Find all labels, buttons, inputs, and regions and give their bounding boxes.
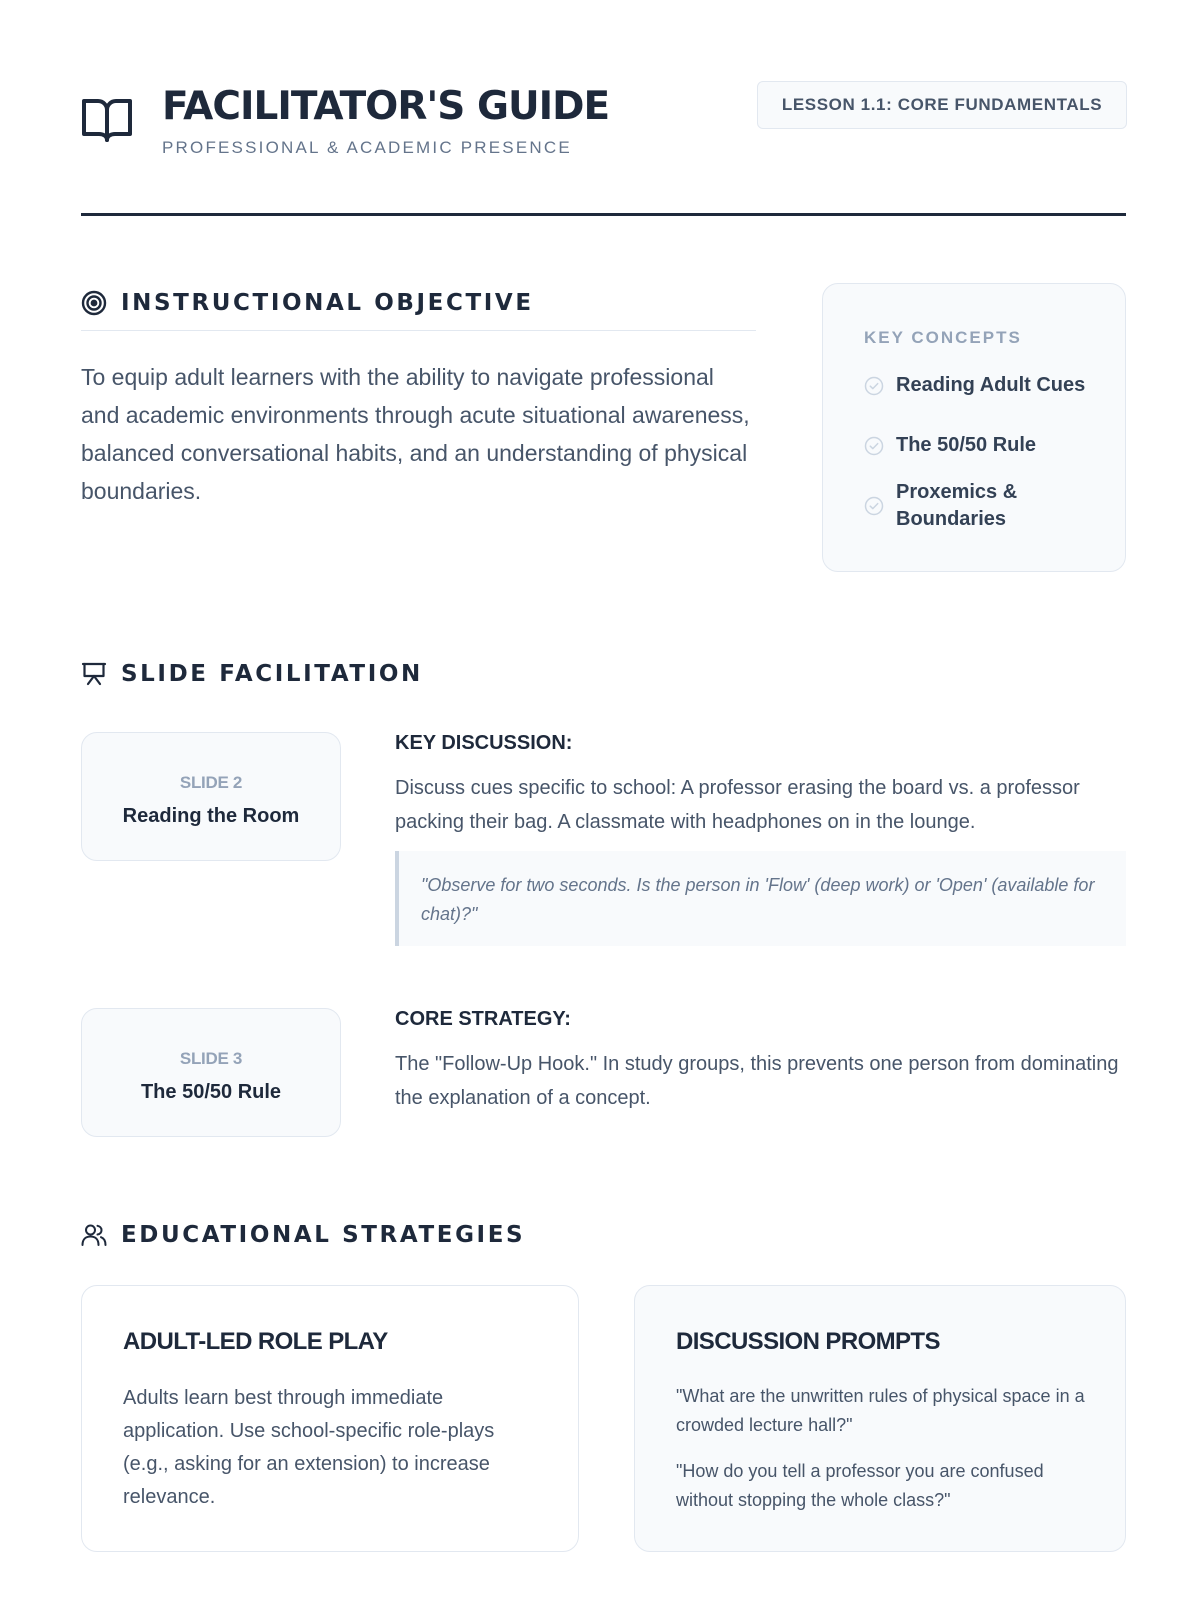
concept-label: Proxemics & Boundaries xyxy=(896,481,1018,530)
check-circle-icon xyxy=(864,376,884,396)
key-concepts-title: KEY CONCEPTS xyxy=(864,328,1022,347)
strategies-heading xyxy=(81,1219,525,1251)
strategy-label: CORE STRATEGY: xyxy=(395,1008,571,1030)
key-concepts-panel xyxy=(822,283,1126,572)
objective-text: To equip adult learners with the ability to navigate professional and academic environments through acute situational awareness, balanced conversational habits, and an understanding of physical boundaries. xyxy=(81,364,750,504)
slide-number: SLIDE 2 xyxy=(179,773,243,792)
discussion-label: KEY DISCUSSION: xyxy=(395,732,573,754)
role-play-text: Adults learn best through immediate application. Use school-specific role-plays (e.g., asking for an extension) to increase relevance. xyxy=(123,1387,495,1508)
discussion-prompt: "What are the unwritten rules of physical space in a crowded lecture hall?" xyxy=(676,1386,1085,1435)
discussion-prompt: "How do you tell a professor you are confused without stopping the whole class?" xyxy=(676,1461,1044,1510)
role-play-title: ADULT-LED ROLE PLAY xyxy=(123,1328,388,1355)
slide-name: Reading the Room xyxy=(122,805,300,827)
facilitator-quote: "Observe for two seconds. Is the person in 'Flow' (deep work) or 'Open' (available for chat)?" xyxy=(395,851,1126,946)
strategy-text: The "Follow-Up Hook." In study groups, this prevents one person from dominating the explanation of a concept. xyxy=(395,1053,1119,1109)
slides-heading xyxy=(81,658,423,690)
concept-item xyxy=(864,432,1104,459)
slides-heading-label: SLIDE FACILITATION xyxy=(121,661,423,687)
objective-divider xyxy=(81,330,756,331)
lesson-badge: LESSON 1.1: CORE FUNDAMENTALS xyxy=(757,81,1127,129)
page-header xyxy=(81,84,1126,174)
concept-item xyxy=(864,479,1104,533)
concept-label: Reading Adult Cues xyxy=(896,374,1086,396)
discussion-prompts-card xyxy=(634,1285,1126,1552)
discussion-text: Discuss cues specific to school: A professor erasing the board vs. a professor packing their bag. A classmate with headphones on in the lounge. xyxy=(395,777,1080,833)
slide-number: SLIDE 3 xyxy=(179,1049,243,1068)
target-icon xyxy=(81,290,107,316)
page-subtitle: PROFESSIONAL & ACADEMIC PRESENCE xyxy=(162,138,572,157)
discussion-prompts-title: DISCUSSION PROMPTS xyxy=(676,1328,940,1355)
header-divider xyxy=(81,213,1126,216)
presentation-icon xyxy=(81,661,107,687)
users-icon xyxy=(81,1222,107,1248)
slide-name: The 50/50 Rule xyxy=(140,1081,282,1103)
book-open-icon xyxy=(81,96,133,144)
objective-heading-label: INSTRUCTIONAL OBJECTIVE xyxy=(121,290,534,316)
role-play-card xyxy=(81,1285,579,1552)
slide-card-3 xyxy=(81,1008,341,1137)
concept-item xyxy=(864,372,1104,399)
check-circle-icon xyxy=(864,496,884,516)
concept-label: The 50/50 Rule xyxy=(896,434,1037,456)
strategies-heading-label: EDUCATIONAL STRATEGIES xyxy=(121,1222,526,1248)
page-title: FACILITATOR'S GUIDE xyxy=(162,84,610,129)
slide-card-2 xyxy=(81,732,341,861)
check-circle-icon xyxy=(864,436,884,456)
objective-heading xyxy=(81,287,534,319)
